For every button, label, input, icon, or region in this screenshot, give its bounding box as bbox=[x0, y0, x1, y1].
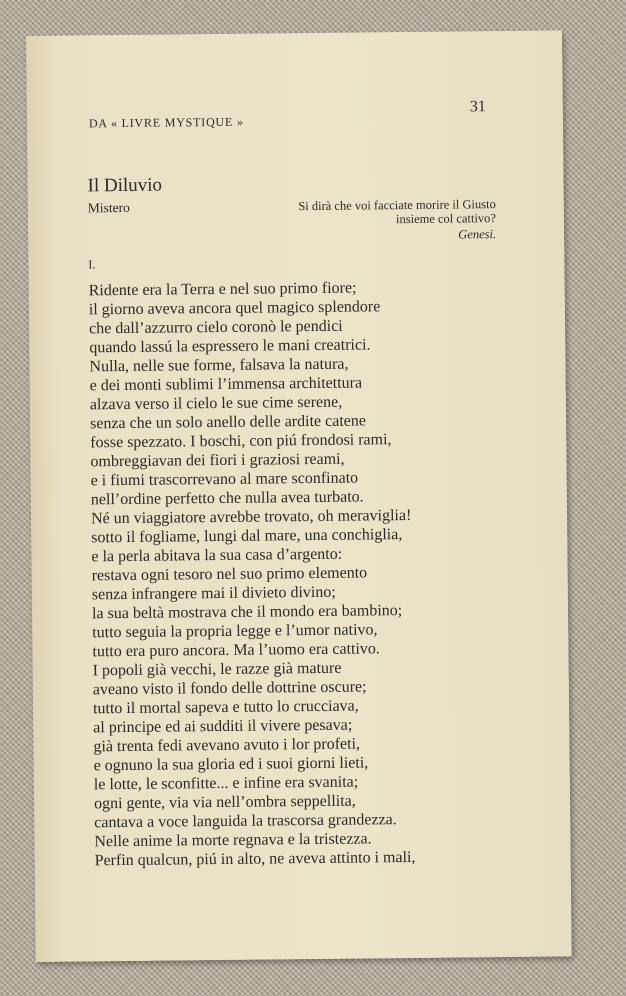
poem-line: che dall’azzurro cielo coronò le pendici bbox=[88, 317, 343, 338]
running-header: DA « LIVRE MYSTIQUE » bbox=[88, 114, 244, 131]
poem-line: Ridente era la Terra e nel suo primo fiore; bbox=[88, 279, 357, 300]
poem-line: al principe ed ai sudditi il vivere pesava; bbox=[93, 716, 353, 737]
poem-line: già trenta fedi avevano avuto i lor profeti, bbox=[93, 735, 361, 756]
poem-line: ombreggiavan dei fiori i graziosi reami, bbox=[90, 450, 345, 471]
poem-line: e la perla abitava la sua casa d’argento: bbox=[91, 545, 343, 566]
poem-line: senza che un solo anello delle ardite catene bbox=[89, 412, 367, 433]
poem-line: e ognuno la sua gloria ed i suoi giorni lieti, bbox=[93, 754, 369, 775]
poem-line: Né un viaggiatore avrebbe trovato, oh meraviglia! bbox=[90, 506, 412, 528]
poem-line: nell’ordine perfetto che nulla avea turbato. bbox=[90, 488, 364, 509]
poem-line: tutto il mortal sapeva e tutto lo crucciava, bbox=[92, 697, 359, 718]
poem-line: alzava verso il cielo le sue cime serene, bbox=[89, 393, 343, 414]
poem-line: ogni gente, via via nell’ombra seppellita, bbox=[93, 792, 356, 813]
poem-line: tutto seguia la propria legge e l’umor nativo, bbox=[92, 621, 378, 642]
poem-line: I popoli già vecchi, le razze già mature bbox=[92, 659, 342, 680]
poem-line: Nelle anime la morte regnava e la tristezza. bbox=[94, 830, 372, 851]
epigraph-source: Genesi. bbox=[458, 227, 497, 242]
section-number: I. bbox=[88, 257, 96, 272]
poem-body bbox=[89, 278, 416, 870]
epigraph bbox=[258, 197, 496, 243]
poem-line: aveano visto il fondo delle dottrine oscure; bbox=[92, 678, 367, 699]
poem-line: restava ogni tesoro nel suo primo elemento bbox=[91, 564, 368, 585]
epigraph-quote: Si dirà che voi facciate morire il Giusto insieme col cattivo? bbox=[298, 197, 497, 227]
poem-line: la sua beltà mostrava che il mondo era bambino; bbox=[91, 602, 403, 623]
poem-line: cantava a voce languida la trascorsa grandezza. bbox=[94, 811, 397, 832]
poem-line: Perfin qualcun, piú in alto, ne aveva attinto i mali, bbox=[94, 848, 416, 870]
poem-line: le lotte, le sconfitte... e infine era svanita; bbox=[93, 773, 359, 794]
poem-title: Il Diluvio bbox=[87, 174, 163, 197]
book-page bbox=[26, 30, 572, 962]
poem-line: senza infrangere mai il divieto divino; bbox=[91, 583, 336, 604]
poem-line: Nulla, nelle sue forme, falsava la natura, bbox=[89, 355, 349, 376]
poem-line: il giorno aveva ancora quel magico splendore bbox=[88, 298, 381, 319]
poem-line: fosse spezzato. I boschi, con piú frondosi rami, bbox=[90, 431, 392, 452]
page-number: 31 bbox=[469, 98, 486, 116]
poem-line: quando lassú la espressero le mani creatrici. bbox=[89, 336, 371, 357]
poem-line: e i fiumi trascorrevano al mare sconfinato bbox=[90, 469, 359, 490]
poem-subtitle: Mistero bbox=[87, 199, 130, 216]
poem-line: tutto era puro ancora. Ma l’uomo era cattivo. bbox=[92, 640, 380, 661]
poem-line: e dei monti sublimi l’immensa architettura bbox=[89, 374, 363, 395]
poem-line: sotto il fogliame, lungi dal mare, una conchiglia, bbox=[91, 526, 403, 547]
